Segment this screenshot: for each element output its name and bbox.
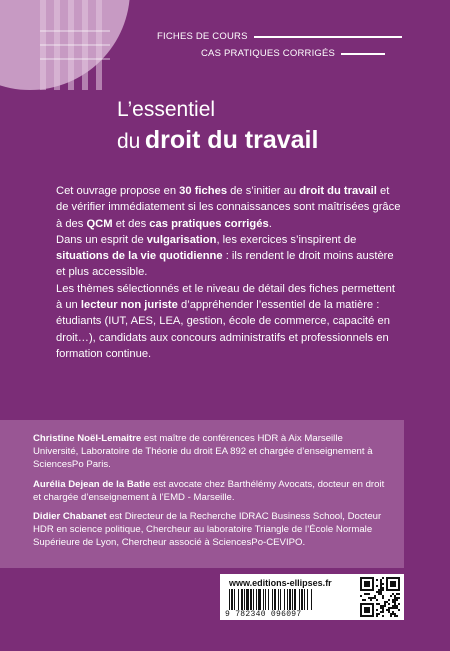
author-name: Didier Chabanet [33,511,107,523]
description-paragraph-3 [56,281,404,362]
series-label [157,28,402,62]
author-bio [33,478,404,504]
series-rule-1 [254,36,402,38]
body-text: et des [112,217,150,230]
emphasis-text: QCM [86,217,113,230]
series-text-1: FICHES DE COURS [157,31,248,42]
body-text: . [268,217,272,230]
author-bio [33,432,404,472]
barcode-icon [229,589,359,610]
description-paragraph-2 [56,232,404,281]
emphasis-text: lecteur non juriste [80,299,178,312]
title-main: droit du travail [144,126,319,154]
publisher-website[interactable]: www.editions-ellipses.fr [229,578,332,588]
authors-box [0,420,404,568]
body-text: Les thèmes sélectionnés et le niveau de détail des fiches permettent à un [56,282,395,312]
author-name: Christine Noël-Lemaitre [33,433,142,444]
title-line-1: L’essentiel [117,98,216,121]
emphasis-text: cas pratiques corrigés [149,217,269,230]
body-text: Dans un esprit de [56,233,147,246]
emphasis-text: droit du travail [299,185,377,197]
qr-code-icon [360,577,400,617]
series-line-2 [201,45,402,62]
title-line-2 [117,126,318,155]
author-text: est Directeur de la Recherche IDRAC Business School, Docteur HDR en science politique, Chercheur au laboratoire Triangle de l’École Normale Supérieure de Lyon, Chercheur associé à SciencesPo-CEVIPO. [33,511,382,549]
author-bio [33,510,404,550]
barcode-panel [220,574,404,620]
body-text: et de vérifier immédiatement si les connaissances sont maîtrisées grâce à des [56,185,401,230]
author-text: est avocate chez Barthélémy Avocats, docteur en droit et chargée d’enseignement à l’EMD - Marseille. [33,478,385,503]
decorative-stripes [0,0,130,90]
book-title [117,98,318,155]
body-text: de s’initier au [227,185,300,197]
body-text: : ils rendent le droit moins austère et plus accessible. [56,250,394,279]
author-text: est maître de conférences HDR à Aix Marseille Université, Laboratoire de Théorie du droit EA 892 et chargée d’enseignement à SciencesPo Paris. [33,433,373,471]
title-du: du [117,130,141,153]
description [56,183,404,362]
series-text-2: CAS PRATIQUES CORRIGÉS [201,48,336,59]
emphasis-text: situations de la vie quotidienne [56,250,223,263]
body-text: d’appréhender l’essentiel de la matière : étudiants (IUT, AES, LEA, gestion, école de commerce, capacité en droit…), candidats aux concours administratifs et professionnels en formation continue. [56,299,390,360]
series-line-1 [157,28,402,45]
body-text: Cet ouvrage propose en [56,185,180,197]
series-rule-2 [341,53,385,55]
emphasis-text: 30 fiches [179,185,228,197]
author-name: Aurélia Dejean de la Batie [33,478,151,490]
emphasis-text: vulgarisation [146,233,217,246]
description-paragraph-1 [56,183,404,232]
body-text: , les exercices s’inspirent de [216,233,357,246]
isbn-number: 9 782340 096097 [225,610,302,619]
